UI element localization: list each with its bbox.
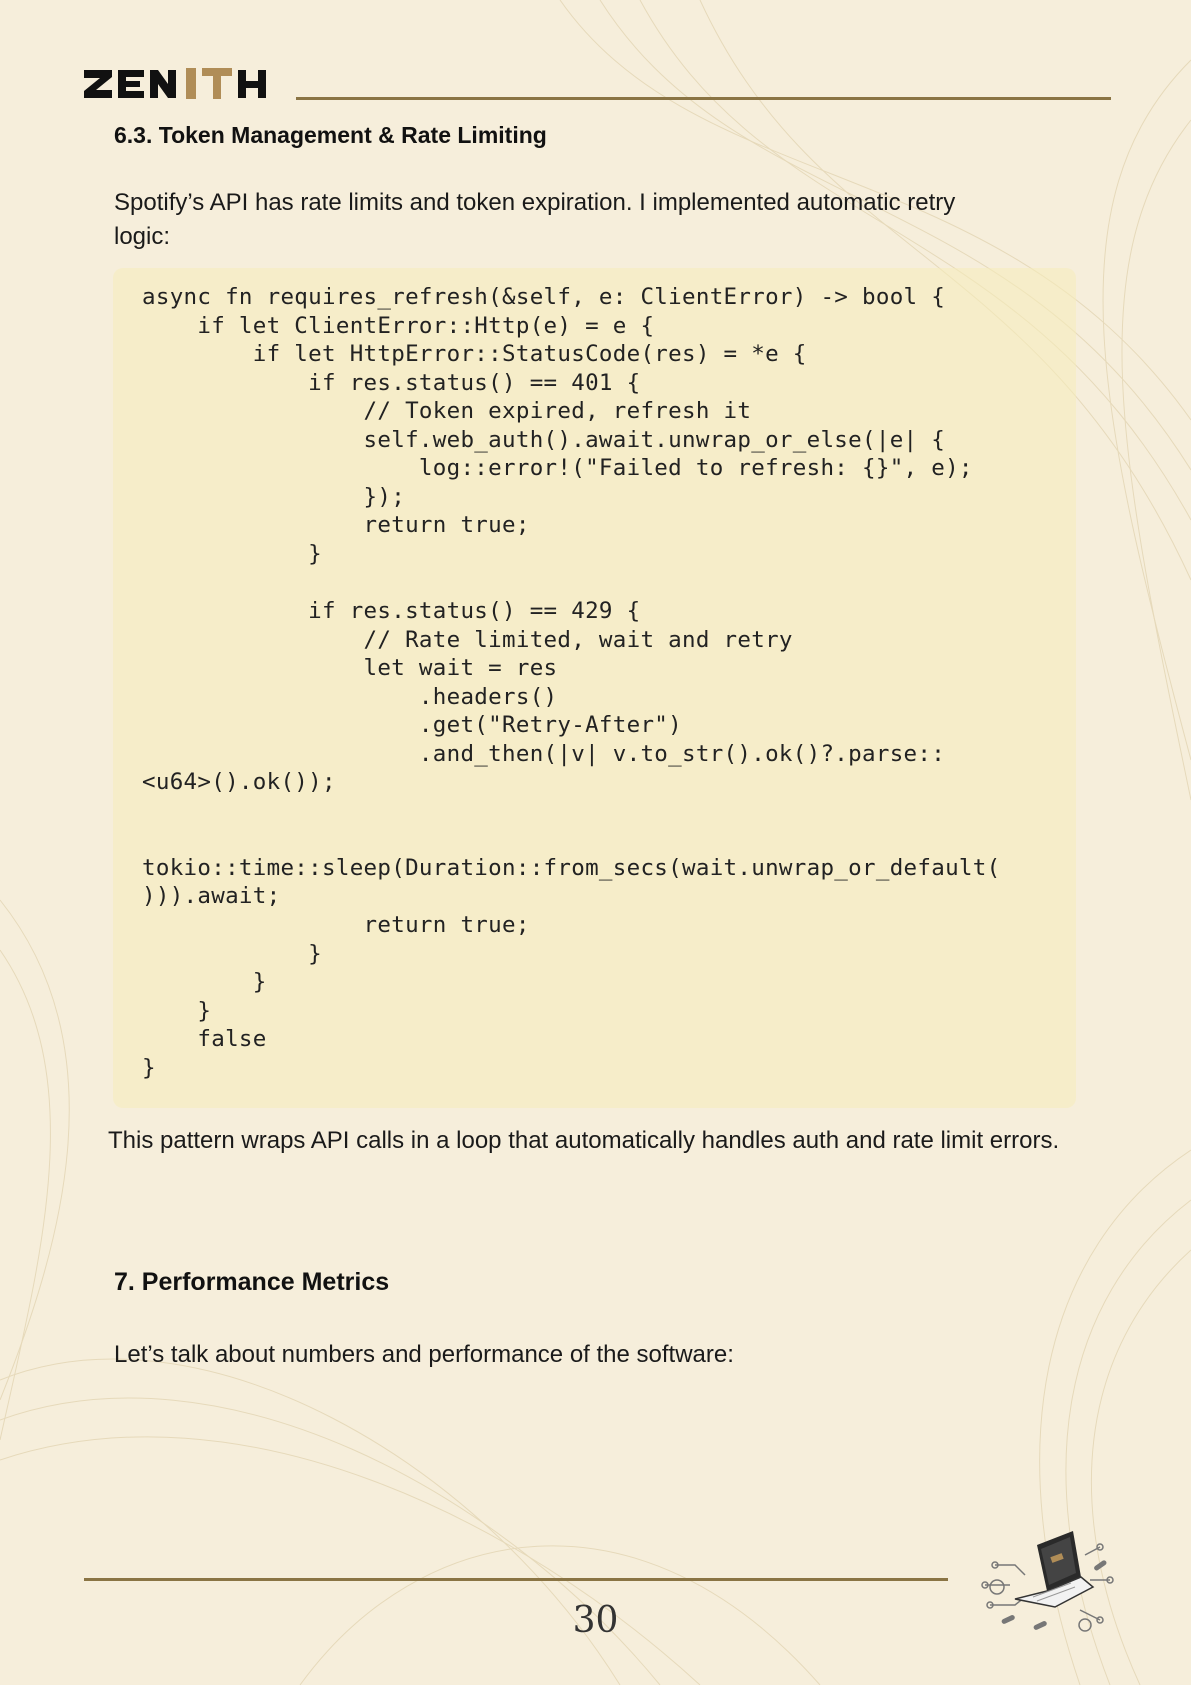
section-intro-paragraph: Spotify’s API has rate limits and token expiration. I implemented automatic retry logic: bbox=[114, 189, 956, 250]
page-number: 30 bbox=[572, 1600, 619, 1641]
section-heading: 6.3. Token Management & Rate Limiting bbox=[114, 122, 547, 148]
section-7-intro-paragraph: Let’s talk about numbers and performance of the software: bbox=[114, 1341, 734, 1368]
section-heading-performance: 7. Performance Metrics bbox=[114, 1268, 390, 1296]
code-block: async fn requires_refresh(&self, e: ClientError) -> bool { if let ClientError::Http(e) = e { if let HttpError::StatusCode(res) = *e { if res.status() == 401 { // Token expired, refresh it self.web_auth().await.unwrap_or_else(|e| { log::error!("Failed to refresh: {}", e); }); return true; } if res.status() == 429 { // Rate limited, wait and retry let wait = res .headers() .get("Retry-After") .and_then(|v| v.to_str().ok()?.parse:: <u64>().ok()); tokio::time::sleep(Duration::from_secs(wait.unwrap_or_default( ))).await; return true; } } } false } bbox=[142, 284, 1001, 1081]
zenith-logo bbox=[82, 64, 282, 104]
laptop-circuit-icon bbox=[975, 1525, 1115, 1635]
section-outro-paragraph: This pattern wraps API calls in a loop that automatically handles auth and rate limit errors. bbox=[108, 1127, 1060, 1154]
footer-rule bbox=[84, 1578, 948, 1581]
header-rule bbox=[296, 97, 1111, 100]
